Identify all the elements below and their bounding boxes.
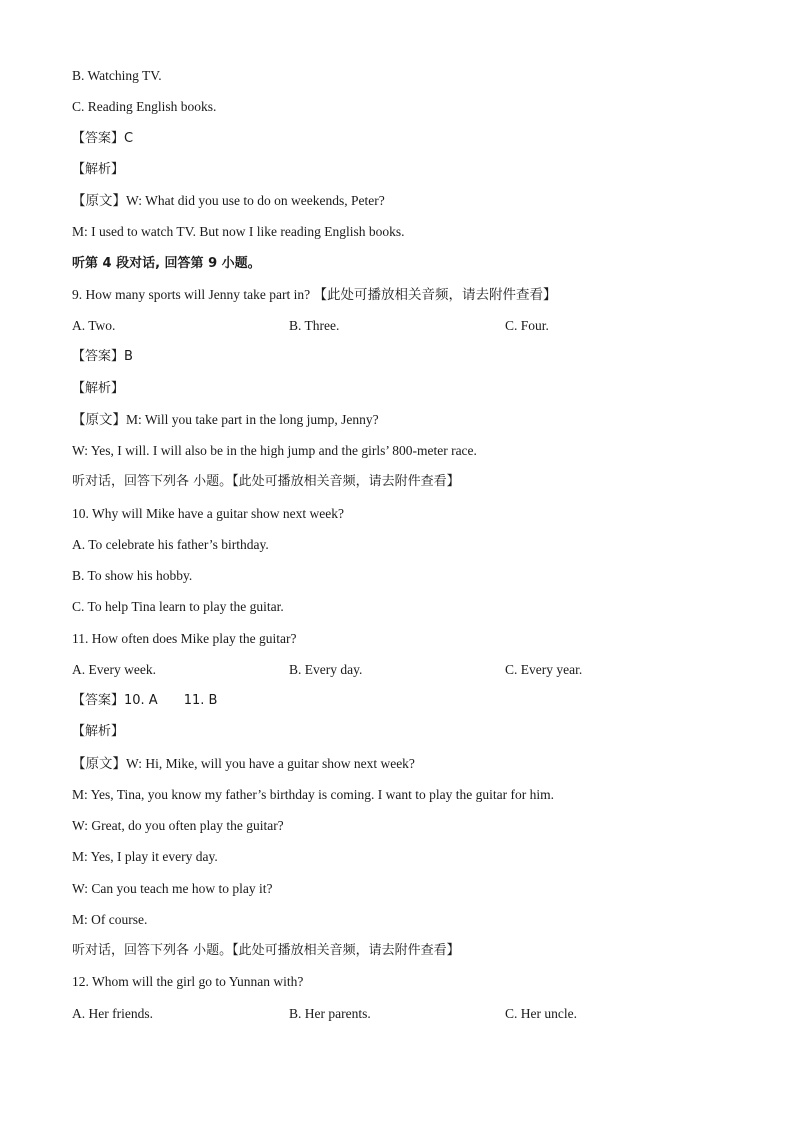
option-line: B. Watching TV.: [72, 68, 162, 83]
option-line: A. To celebrate his father’s birthday.: [72, 537, 269, 552]
transcript-line: M: Yes, Tina, you know my father’s birthday is coming. I want to play the guitar for him.: [72, 787, 554, 802]
transcript-line: M: Of course.: [72, 912, 148, 927]
transcript-line: W: Great, do you often play the guitar?: [72, 818, 284, 833]
option-c: C. Her uncle.: [505, 1006, 577, 1021]
option-a: A. Her friends.: [72, 1006, 153, 1021]
option-a: A. Every week.: [72, 662, 156, 677]
option-a: A. Two.: [72, 318, 116, 333]
option-b: B. Three.: [289, 318, 340, 333]
question-line: 10. Why will Mike have a guitar show next week?: [72, 506, 344, 521]
answer-line: [72, 692, 217, 710]
transcript-line: W: Can you teach me how to play it?: [72, 881, 273, 896]
question-line: 12. Whom will the girl go to Yunnan with?: [72, 974, 304, 989]
audio-instruction: 听对话，回答下列各 小题。【此处可播放相关音频，请去附件查看】: [72, 943, 460, 958]
option-line: C. To help Tina learn to play the guitar.: [72, 599, 284, 614]
question-line: 11. How often does Mike play the guitar?: [72, 631, 297, 646]
analysis-label: 【解析】: [72, 381, 125, 396]
transcript-line: M: I used to watch TV. But now I like reading English books.: [72, 224, 405, 239]
section-heading: 听第 4 段对话, 回答第 9 小题。: [72, 256, 261, 271]
answer-line: 【答案】B: [72, 349, 133, 364]
audio-instruction: 听对话，回答下列各 小题。【此处可播放相关音频，请去附件查看】: [72, 474, 460, 489]
analysis-label: 【解析】: [72, 162, 125, 177]
question-line: 9. How many sports will Jenny take part in? 【此处可播放相关音频，请去附件查看】: [72, 287, 557, 302]
option-c: C. Four.: [505, 318, 549, 333]
option-c: C. Every year.: [505, 662, 583, 677]
answer-11: 11. B: [183, 693, 218, 708]
transcript-line: W: Yes, I will. I will also be in the high jump and the girls’ 800-meter race.: [72, 443, 477, 458]
answer-line: 【答案】C: [72, 131, 134, 146]
transcript-line: 【原文】W: Hi, Mike, will you have a guitar show next week?: [72, 756, 415, 771]
transcript-line: 【原文】W: What did you use to do on weekends, Peter?: [72, 193, 385, 208]
option-b: B. Every day.: [289, 662, 363, 677]
analysis-label: 【解析】: [72, 724, 125, 739]
transcript-line: 【原文】M: Will you take part in the long jump, Jenny?: [72, 412, 379, 427]
option-line: B. To show his hobby.: [72, 568, 193, 583]
option-line: C. Reading English books.: [72, 99, 217, 114]
answer-10: 【答案】10. A: [72, 693, 158, 708]
transcript-line: M: Yes, I play it every day.: [72, 849, 218, 864]
option-b: B. Her parents.: [289, 1006, 371, 1021]
